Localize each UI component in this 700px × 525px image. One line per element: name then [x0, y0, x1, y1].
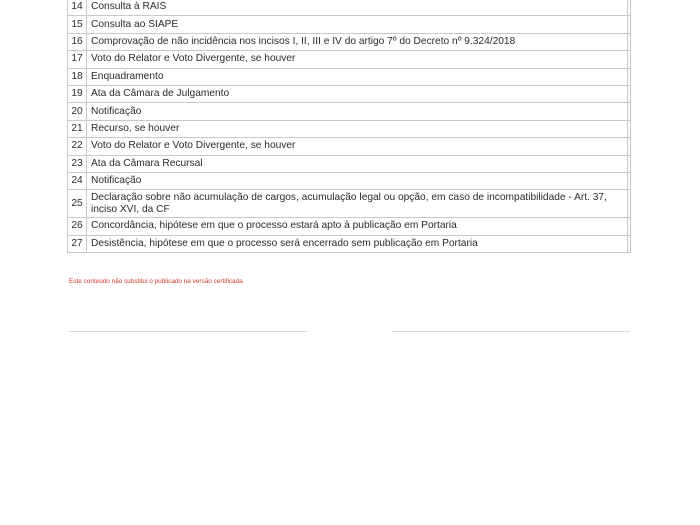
empty-cell: [628, 218, 631, 235]
row-description: Notificação: [87, 103, 628, 120]
row-description: Concordância, hipótese em que o processo estará apto à publicação em Portaria: [87, 218, 628, 235]
row-description: Comprovação de não incidência nos incisos I, II, III e IV do artigo 7º do Decreto nº 9.324/2018: [87, 33, 628, 50]
signature-line-right: [392, 331, 630, 332]
row-number: 24: [68, 172, 87, 189]
row-description: Notificação: [87, 172, 628, 189]
table-row: [68, 85, 631, 102]
row-number: 15: [68, 16, 87, 33]
row-number: 20: [68, 103, 87, 120]
empty-cell: [628, 190, 631, 218]
row-description: Desistência, hipótese em que o processo será encerrado sem publicação em Portaria: [87, 235, 628, 252]
empty-cell: [628, 33, 631, 50]
empty-cell: [628, 235, 631, 252]
row-number: 19: [68, 85, 87, 102]
document-checklist-table: [67, 0, 631, 253]
signature-line-left: [69, 331, 307, 332]
row-description: Ata da Câmara de Julgamento: [87, 85, 628, 102]
empty-cell: [628, 0, 631, 16]
table-row: [68, 120, 631, 137]
empty-cell: [628, 51, 631, 68]
row-description: Voto do Relator e Voto Divergente, se houver: [87, 51, 628, 68]
row-description: Consulta à RAIS: [87, 0, 628, 16]
row-number: 21: [68, 120, 87, 137]
row-number: 17: [68, 51, 87, 68]
empty-cell: [628, 172, 631, 189]
empty-cell: [628, 138, 631, 155]
table-row: [68, 0, 631, 16]
row-number: 22: [68, 138, 87, 155]
row-description: Voto do Relator e Voto Divergente, se houver: [87, 138, 628, 155]
certification-disclaimer: Este conteúdo não substitui o publicado na versão certificada.: [69, 278, 245, 285]
table-row: [68, 138, 631, 155]
table-row: [68, 218, 631, 235]
row-description: Consulta ao SIAPE: [87, 16, 628, 33]
empty-cell: [628, 103, 631, 120]
row-description: Ata da Câmara Recursal: [87, 155, 628, 172]
empty-cell: [628, 68, 631, 85]
row-number: 14: [68, 0, 87, 16]
row-description: Enquadramento: [87, 68, 628, 85]
table-body: [68, 0, 631, 253]
row-number: 18: [68, 68, 87, 85]
table-row: [68, 33, 631, 50]
row-number: 26: [68, 218, 87, 235]
empty-cell: [628, 85, 631, 102]
empty-cell: [628, 16, 631, 33]
row-number: 16: [68, 33, 87, 50]
empty-cell: [628, 120, 631, 137]
row-number: 27: [68, 235, 87, 252]
row-description: Declaração sobre não acumulação de cargos, acumulação legal ou opção, em caso de incompatibilidade - Art. 37, inciso XVI, da CF: [87, 190, 628, 218]
row-number: 25: [68, 190, 87, 218]
table-row: [68, 235, 631, 252]
row-description: Recurso, se houver: [87, 120, 628, 137]
row-number: 23: [68, 155, 87, 172]
table-row: [68, 155, 631, 172]
table-row: [68, 68, 631, 85]
empty-cell: [628, 155, 631, 172]
table-row: [68, 103, 631, 120]
table-row: [68, 190, 631, 218]
table-row: [68, 16, 631, 33]
table-row: [68, 51, 631, 68]
table-row: [68, 172, 631, 189]
